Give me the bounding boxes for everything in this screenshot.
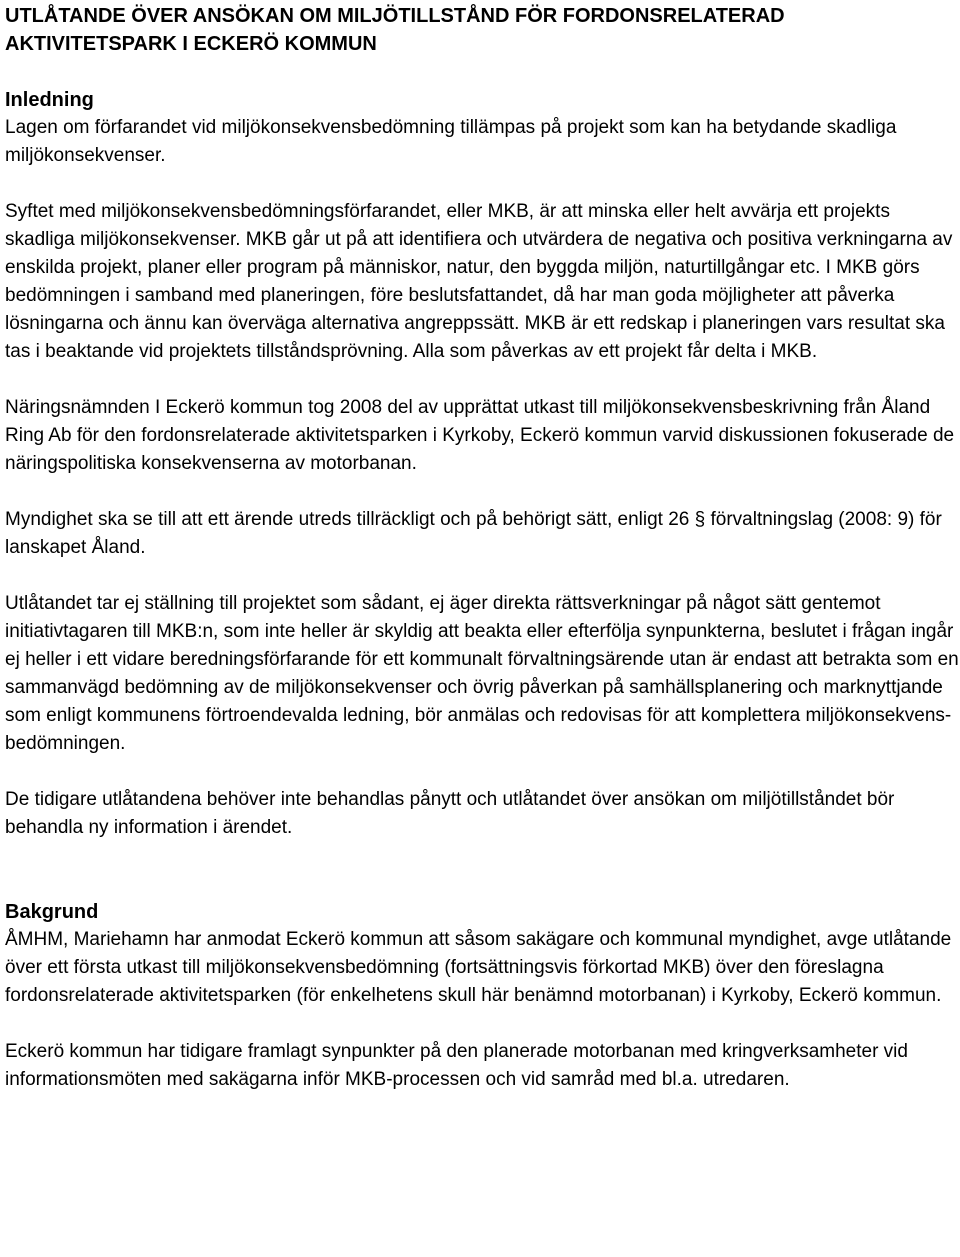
- paragraph: ÅMHM, Mariehamn har anmodat Eckerö kommun att såsom sakägare och kommunal myndighet, avge utlåtande över ett första utkast till miljökonsekvensbedömning (fortsättningsvis förkortad MKB) över den föreslagna fordonsrelaterade aktivitetsparken (för enkelhetens skull här benämnd motorbanan) i Kyrkoby, Eckerö kommun.: [5, 929, 952, 1006]
- section-heading-bakgrund: Bakgrund: [5, 901, 99, 923]
- document-title: UTLÅTANDE ÖVER ANSÖKAN OM MILJÖTILLSTÅND FÖR FORDONSRELATERAD AKTIVITETSPARK I ECKERÖ KOMMUN: [5, 5, 785, 55]
- paragraph: De tidigare utlåtandena behöver inte behandlas pånytt och utlåtandet över ansökan om miljötillståndet bör behandla ny information i ärendet.: [5, 789, 895, 838]
- section-bakgrund: [5, 898, 960, 1094]
- section-spacer: [5, 870, 960, 898]
- paragraph: Utlåtandet tar ej ställning till projektet som sådant, ej äger direkta rättsverkningar på något sätt gentemot initiativtagaren till MKB:n, som inte heller är skyldig att beakta eller efterfölja synpunkterna, beslutet i frågan ingår ej heller i ett vidare beredningsförfarande för ett kommunalt förvaltningsärende utan är endast att betrakta som en sammanvägd bedömning av de miljökonsekvenser och övrig påverkan på samhällsplanering och marknyttjande som enligt kommunens förtroendevalda ledning, bör anmälas och redovisas för att komplettera miljökonsekvens-bedömningen.: [5, 593, 959, 754]
- section-inledning: [5, 86, 960, 842]
- paragraph: Näringsnämnden I Eckerö kommun tog 2008 del av upprättat utkast till miljökonsekvensbeskrivning från Åland Ring Ab för den fordonsrelaterade aktivitetsparken i Kyrkoby, Eckerö kommun varvid diskussionen fokuserade de näringspolitiska konsekvenserna av motorbanan.: [5, 397, 955, 474]
- paragraph: Syftet med miljökonsekvensbedömningsförfarandet, eller MKB, är att minska eller helt avvärja ett projekts skadliga miljökonsekvenser. MKB går ut på att identifiera och utvärdera de negativa och positiva verkningarna av enskilda projekt, planer eller program på människor, natur, den byggda miljön, naturtillgångar etc. I MKB görs bedömningen i samband med planeringen, före beslutsfattandet, då har man goda möjligheter att påverka lösningarna och ännu kan överväga alternativa angreppssätt. MKB är ett redskap i planeringen vars resultat ska tas i beaktande vid projektets tillståndsprövning. Alla som påverkas av ett projekt får delta i MKB.: [5, 201, 953, 362]
- paragraph: Eckerö kommun har tidigare framlagt synpunkter på den planerade motorbanan med kringverksamheter vid informationsmöten med sakägarna inför MKB-processen och vid samråd med bl.a. utredaren.: [5, 1041, 908, 1090]
- paragraph: Lagen om förfarandet vid miljökonsekvensbedömning tillämpas på projekt som kan ha betydande skadliga miljökonsekvenser.: [5, 117, 897, 166]
- section-heading-inledning: Inledning: [5, 89, 94, 111]
- paragraph: Myndighet ska se till att ett ärende utreds tillräckligt och på behörigt sätt, enligt 26 § förvaltningslag (2008: 9) för lanskapet Åland.: [5, 509, 942, 558]
